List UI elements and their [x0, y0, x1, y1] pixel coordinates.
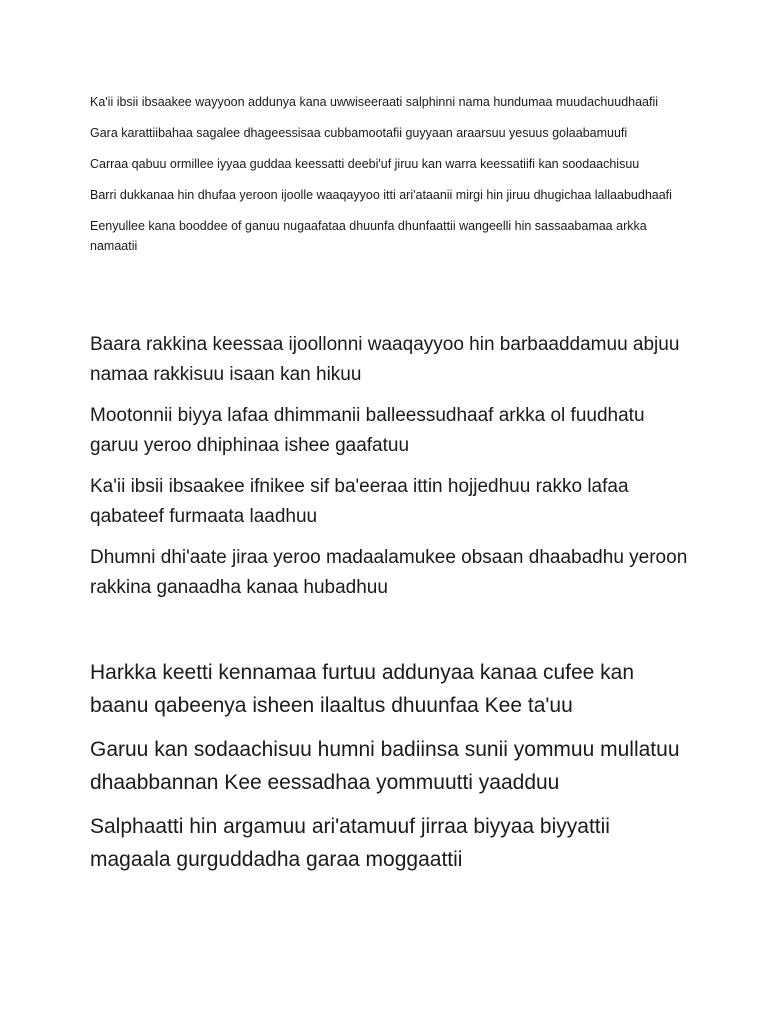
paragraph: Ka'ii ibsii ibsaakee wayyoon addunya kana uwwiseeraati salphinni nama hundumaa muudachuudhaafii	[90, 95, 659, 109]
paragraph: Garuu kan sodaachisuu humni badiinsa sunii yommuu mullatuu dhaabbannan Kee eessadhaa yommuutti yaadduu	[90, 738, 680, 794]
paragraph: Ka'ii ibsii ibsaakee ifnikee sif ba'eeraa ittin hojjedhuu rakko lafaa qabateef furmaata laadhuu	[90, 476, 629, 527]
paragraph: Mootonnii biyya lafaa dhimmanii balleessudhaaf arkka ol fuudhatu garuu yeroo dhiphinaa ishee gaafatuu	[90, 405, 645, 456]
paragraph: Gara karattiibahaa sagalee dhageessisaa cubbamootafii guyyaan araarsuu yesuus golaabamuufi	[90, 126, 628, 140]
paragraph: Carraa qabuu ormillee iyyaa guddaa keessatti deebi'uf jiruu kan warra keessatiifi kan soodaachisuu	[90, 157, 640, 171]
paragraph: Harkka keetti kennamaa furtuu addunyaa kanaa cufee kan baanu qabeenya isheen ilaaltus dhuunfaa Kee ta'uu	[90, 661, 635, 717]
large-text-section	[90, 656, 690, 887]
medium-text-section	[90, 330, 690, 614]
small-text-section	[90, 92, 690, 267]
paragraph: Eenyullee kana booddee of ganuu nugaafataa dhuunfa dhunfaattii wangeelli hin sassaabamaa arkka namaatii	[90, 219, 647, 253]
paragraph: Salphaatti hin argamuu ari'atamuuf jirraa biyyaa biyyattii magaala gurguddadha garaa moggaattii	[90, 815, 610, 871]
paragraph: Baara rakkina keessaa ijoollonni waaqayyoo hin barbaaddamuu abjuu namaa rakkisuu isaan kan hikuu	[90, 334, 680, 385]
paragraph: Dhumni dhi'aate jiraa yeroo madaalamukee obsaan dhaabadhu yeroon rakkina ganaadha kanaa hubadhuu	[90, 547, 688, 598]
paragraph: Barri dukkanaa hin dhufaa yeroon ijoolle waaqayyoo itti ari'ataanii mirgi hin jiruu dhugichaa lallaabudhaafi	[90, 188, 672, 202]
